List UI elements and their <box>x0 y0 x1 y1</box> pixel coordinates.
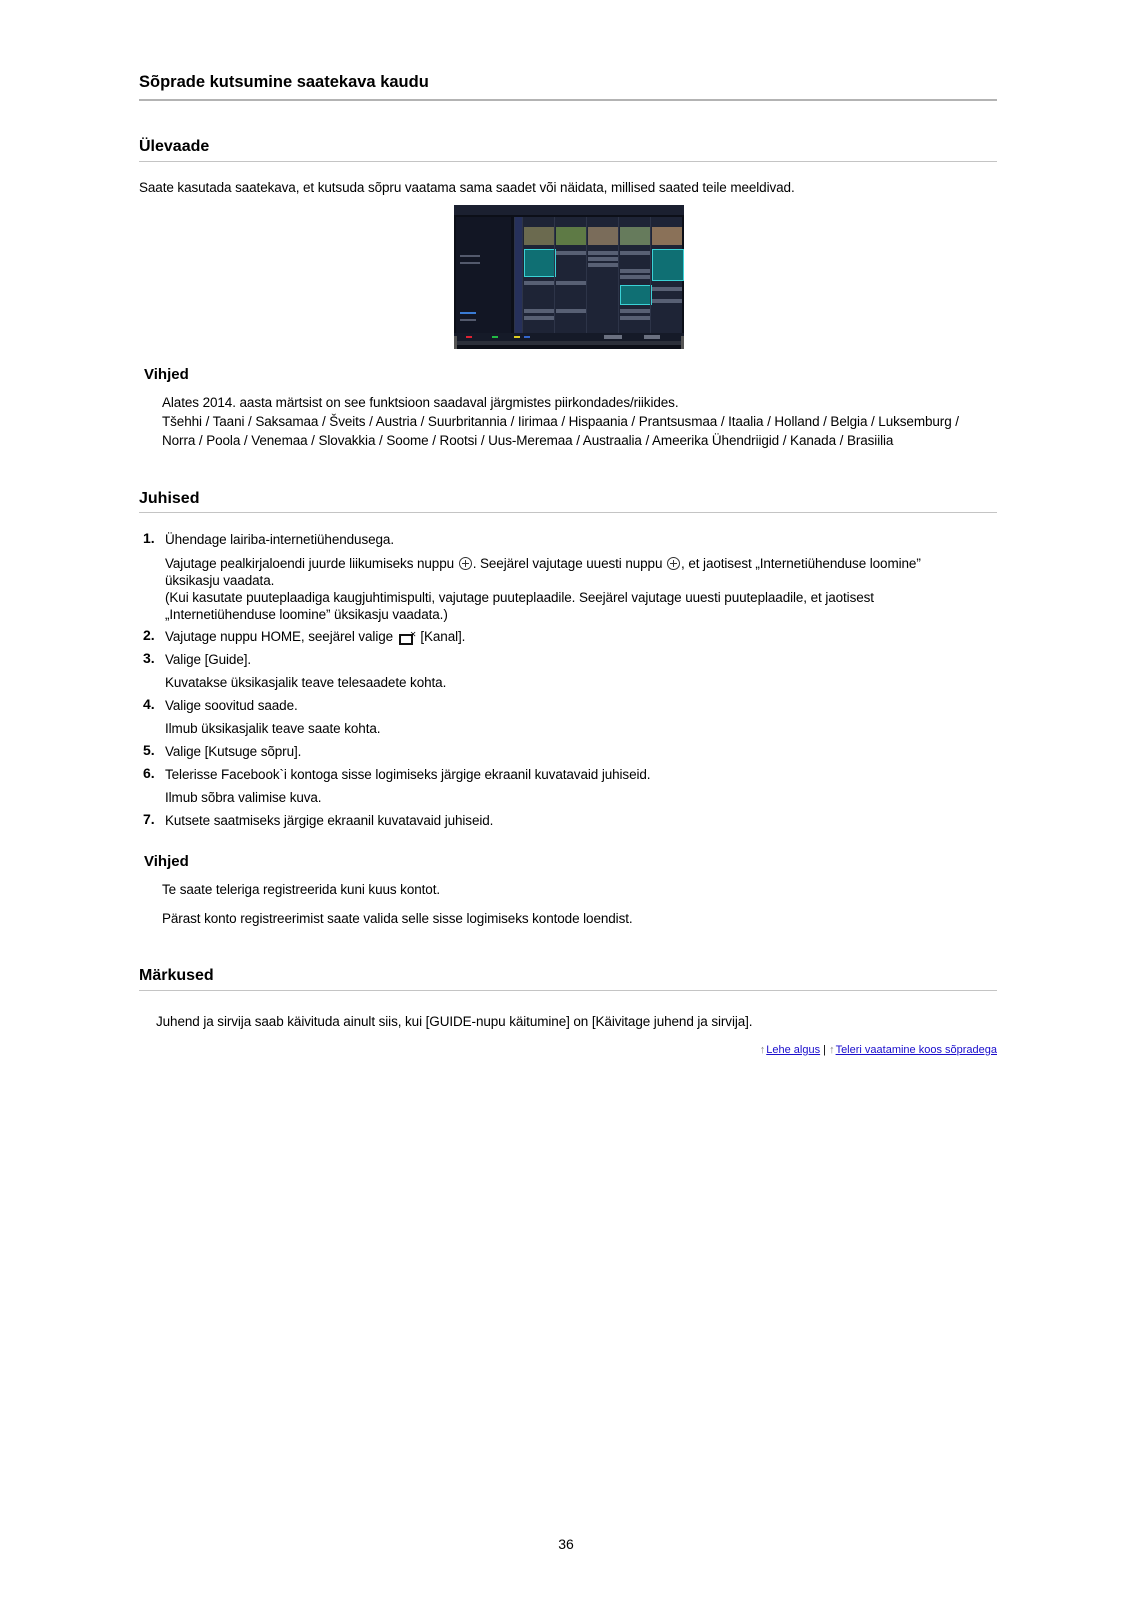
tv-guide-screenshot <box>454 205 684 349</box>
step-description: Ilmub üksikasjalik teave saate kohta. <box>165 721 381 736</box>
notes-text: Juhend ja sirvija saab käivituda ainult siis, kui [GUIDE-nupu käitumine] on [Käivitage juhend ja sirvija]. <box>156 1014 753 1029</box>
up-arrow-icon: ↑ <box>759 1044 766 1056</box>
title-divider <box>139 99 997 101</box>
link-separator: | <box>823 1044 826 1056</box>
tv-guide-grid <box>514 217 682 333</box>
step-number: 5. <box>143 742 155 758</box>
step-title: Valige soovitud saade. <box>165 698 298 713</box>
step-description: üksikasju vaadata. <box>165 573 275 588</box>
step-title: Vajutage nuppu HOME, seejärel valige ✕ [Kanal]. <box>165 629 466 644</box>
tv-guide-header <box>454 205 684 215</box>
back-to-top-link[interactable]: Lehe algus <box>766 1044 821 1056</box>
step-title: Valige [Kutsuge sõpru]. <box>165 744 302 759</box>
tv-stand-right <box>681 336 684 349</box>
tips-text-line: Pärast konto registreerimist saate valida selle sisse logimiseks kontode loendist. <box>162 911 633 926</box>
step-number: 2. <box>143 627 155 643</box>
steps-divider <box>139 512 997 513</box>
channel-tv-icon: ✕ <box>399 631 415 643</box>
tips-countries-line: Tšehhi / Taani / Saksamaa / Šveits / Austria / Suurbritannia / Iirimaa / Hispaania / Prantsusmaa / Itaalia / Holland / Belgia / Luksemburg / <box>162 414 959 429</box>
parent-topic-link[interactable]: Teleri vaatamine koos sõpradega <box>835 1044 997 1056</box>
tv-guide-sidebar <box>456 217 511 333</box>
step-title: Ühendage lairiba-internetiühendusega. <box>165 532 394 547</box>
step-description: Ilmub sõbra valimise kuva. <box>165 790 322 805</box>
overview-divider <box>139 161 997 162</box>
notes-divider <box>139 990 997 991</box>
step-title: Telerisse Facebook`i kontoga sisse logimiseks järgige ekraanil kuvatavaid juhiseid. <box>165 767 651 782</box>
plus-circle-button-icon <box>667 557 680 570</box>
step-title: Valige [Guide]. <box>165 652 252 667</box>
step-number: 4. <box>143 696 155 712</box>
notes-heading: Märkused <box>139 967 214 984</box>
step-number: 1. <box>143 530 155 546</box>
tv-guide-legend-bar <box>454 333 684 341</box>
page-number: 36 <box>558 1536 574 1552</box>
tips-heading: Vihjed <box>144 366 189 383</box>
step-number: 6. <box>143 765 155 781</box>
tips-text-line: Te saate teleriga registreerida kuni kuus kontot. <box>162 882 441 897</box>
up-arrow-icon: ↑ <box>829 1044 835 1056</box>
step-number: 7. <box>143 811 155 827</box>
plus-circle-button-icon <box>459 557 472 570</box>
tips-heading: Vihjed <box>144 853 189 870</box>
overview-text: Saate kasutada saatekava, et kutsuda sõpru vaatama sama saadet või näidata, millised saated teile meeldivad. <box>139 180 795 195</box>
footer-links <box>760 1044 997 1056</box>
step-description: Vajutage pealkirjaloendi juurde liikumiseks nuppu . Seejärel vajutage uuesti nuppu , et jaotisest „Internetiühenduse loomine” <box>165 556 921 571</box>
page-title: Sõprade kutsumine saatekava kaudu <box>139 73 429 91</box>
step-description: (Kui kasutate puuteplaadiga kaugjuhtimispulti, vajutage puuteplaadile. Seejärel vajutage uuesti puuteplaadile, et jaotisest <box>165 590 874 605</box>
step-title: Kutsete saatmiseks järgige ekraanil kuvatavaid juhiseid. <box>165 813 494 828</box>
tv-bezel-bottom <box>454 341 684 345</box>
step-description: Kuvatakse üksikasjalik teave telesaadete kohta. <box>165 675 447 690</box>
step-number: 3. <box>143 650 155 666</box>
steps-heading: Juhised <box>139 490 200 507</box>
tips-countries-line: Norra / Poola / Venemaa / Slovakkia / Soome / Rootsi / Uus-Meremaa / Austraalia / Ameerika Ühendriigid / Kanada / Brasiilia <box>162 433 894 448</box>
step-description: „Internetiühenduse loomine” üksikasju vaadata.) <box>165 607 448 622</box>
tips-text-line: Alates 2014. aasta märtsist on see funktsioon saadaval järgmistes piirkondades/riikides. <box>162 395 679 410</box>
tv-stand-left <box>454 336 457 349</box>
overview-heading: Ülevaade <box>139 138 210 155</box>
